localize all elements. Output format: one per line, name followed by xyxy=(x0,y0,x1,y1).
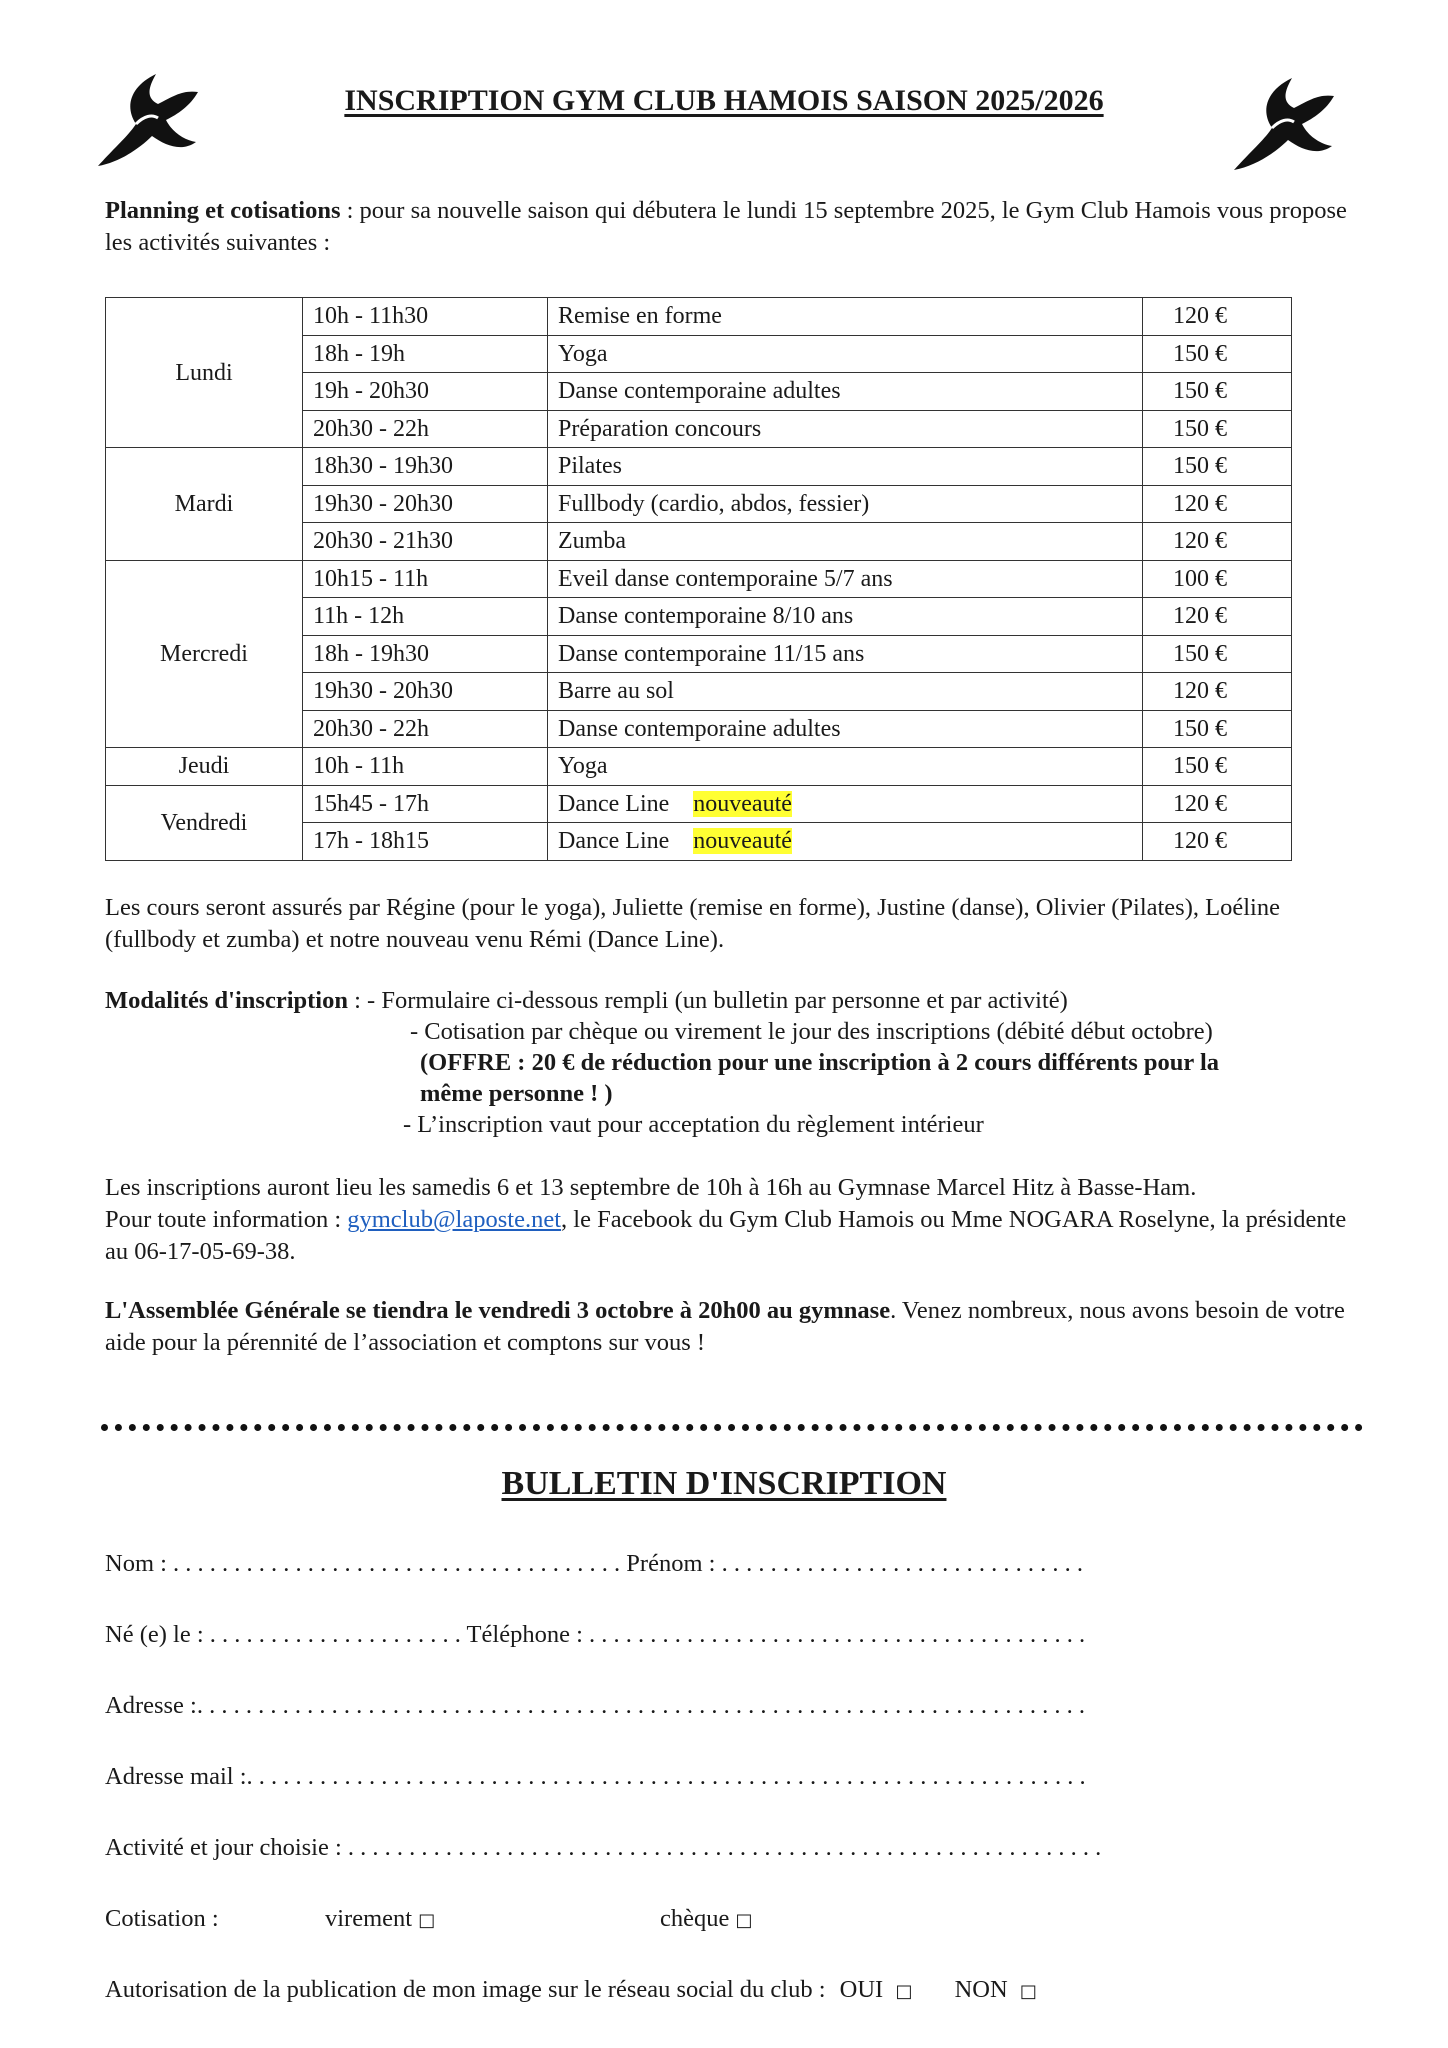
time-cell: 18h30 - 19h30 xyxy=(303,448,548,486)
activity-name: Danse contemporaine 8/10 ans xyxy=(558,603,854,630)
activite-field[interactable]: Activité et jour choisie : . . . . . . . . . . . . . . . . . . . . . . . . . . . . . . . . . . . . . . . . . . . . . . . . . . . . . . . . . . . . . . xyxy=(105,1834,1102,1861)
activity-name: Yoga xyxy=(558,340,608,367)
time-cell: 10h - 11h30 xyxy=(303,298,548,336)
modalites-line1: : - Formulaire ci-dessous rempli (un bulletin par personne et par activité) xyxy=(347,987,1068,1014)
intro-paragraph xyxy=(105,195,1355,259)
time-cell: 17h - 18h15 xyxy=(303,823,548,861)
modalites-block xyxy=(105,985,1355,1140)
activity-cell xyxy=(548,785,1143,823)
virement-checkbox[interactable]: □ xyxy=(418,1910,436,1931)
teachers-paragraph: Les cours seront assurés par Régine (pour le yoga), Juliette (remise en forme), Justine (danse), Olivier (Pilates), Loéline (fullbody et zumba) et notre nouveau venu Rémi (Dance Line). xyxy=(105,894,1280,953)
naissance-telephone-field[interactable]: Né (e) le : . . . . . . . . . . . . . . . . . . . . . Téléphone : . . . . . . . . . . . . . . . . . . . . . . . . . . . . . . . . . . . . . . . . . xyxy=(105,1621,1086,1648)
price-cell: 150 € xyxy=(1143,748,1292,786)
non-option[interactable] xyxy=(955,1976,1037,2003)
info-suffix: , le Facebook du Gym Club Hamois ou Mme NOGARA Roselyne, la présidente au 06-17-05-69-38. xyxy=(105,1206,1347,1265)
adresse-mail-field[interactable]: Adresse mail :. . . . . . . . . . . . . . . . . . . . . . . . . . . . . . . . . . . . . . . . . . . . . . . . . . . . . . . . . . . . . . . . . . . . . xyxy=(105,1763,1086,1790)
schedule-row xyxy=(106,448,1292,486)
activity-cell xyxy=(548,298,1143,336)
ag-text: . Venez nombreux, nous avons besoin de votre aide pour la pérennité de l’association et comptons sur vous ! xyxy=(105,1297,1345,1356)
day-cell: Vendredi xyxy=(106,785,303,860)
schedule-row xyxy=(106,785,1292,823)
activity-cell xyxy=(548,710,1143,748)
activity-cell xyxy=(548,410,1143,448)
activity-name: Danse contemporaine 11/15 ans xyxy=(558,640,865,667)
cotisation-row xyxy=(105,1905,753,1933)
virement-option[interactable] xyxy=(325,1905,435,1933)
price-cell: 120 € xyxy=(1143,823,1292,861)
time-cell: 20h30 - 22h xyxy=(303,410,548,448)
price-cell: 150 € xyxy=(1143,448,1292,486)
bulletin-title: BULLETIN D'INSCRIPTION xyxy=(501,1465,947,1502)
price-cell: 150 € xyxy=(1143,635,1292,673)
activity-cell xyxy=(548,373,1143,411)
cotisation-label: Cotisation : xyxy=(105,1905,219,1932)
page-title: INSCRIPTION GYM CLUB HAMOIS SAISON 2025/2026 xyxy=(344,84,1104,117)
time-cell: 19h30 - 20h30 xyxy=(303,673,548,711)
schedule-row xyxy=(106,560,1292,598)
oui-option[interactable] xyxy=(840,1976,913,2003)
activity-name: Préparation concours xyxy=(558,415,762,442)
activity-cell xyxy=(548,598,1143,636)
price-cell: 150 € xyxy=(1143,410,1292,448)
schedule-table xyxy=(105,297,1292,861)
activity-name: Eveil danse contemporaine 5/7 ans xyxy=(558,565,893,592)
schedule-row xyxy=(106,748,1292,786)
price-cell: 100 € xyxy=(1143,560,1292,598)
activity-cell xyxy=(548,673,1143,711)
autorisation-label: Autorisation de la publication de mon image sur le réseau social du club : xyxy=(105,1976,826,2003)
nom-prenom-field[interactable]: Nom : . . . . . . . . . . . . . . . . . . . . . . . . . . . . . . . . . . . . . Prénom : . . . . . . . . . . . . . . . . . . . . . . . . . . . . . . xyxy=(105,1550,1083,1577)
activity-name: Danse contemporaine adultes xyxy=(558,715,841,742)
modalites-line2: - Cotisation par chèque ou virement le jour des inscriptions (débité début octobre) xyxy=(410,1018,1213,1045)
activity-name: Pilates xyxy=(558,453,622,480)
time-cell: 15h45 - 17h xyxy=(303,785,548,823)
offer-line2: même personne ! ) xyxy=(420,1080,613,1107)
intro-text: : pour sa nouvelle saison qui débutera le lundi 15 septembre 2025, le Gym Club Hamois vous propose les activités suivantes : xyxy=(105,197,1347,256)
cut-line-separator xyxy=(101,1424,1363,1431)
email-link[interactable]: gymclub@laposte.net xyxy=(347,1206,562,1233)
club-logo-left xyxy=(86,66,206,176)
time-cell: 10h15 - 11h xyxy=(303,560,548,598)
price-cell: 150 € xyxy=(1143,335,1292,373)
time-cell: 10h - 11h xyxy=(303,748,548,786)
time-cell: 20h30 - 21h30 xyxy=(303,523,548,561)
activity-cell xyxy=(548,748,1143,786)
day-cell: Mercredi xyxy=(106,560,303,748)
activity-name: Zumba xyxy=(558,528,626,555)
new-badge: nouveauté xyxy=(693,828,792,855)
cheque-label: chèque xyxy=(660,1905,730,1932)
time-cell: 11h - 12h xyxy=(303,598,548,636)
intro-heading: Planning et cotisations xyxy=(105,197,341,224)
info-prefix: Pour toute information : xyxy=(105,1206,348,1233)
schedule-row xyxy=(106,298,1292,336)
oui-checkbox[interactable]: □ xyxy=(895,1981,913,2002)
price-cell: 150 € xyxy=(1143,710,1292,748)
offer-line1: (OFFRE : 20 € de réduction pour une inscription à 2 cours différents pour la xyxy=(420,1049,1220,1076)
activity-name: Danse contemporaine adultes xyxy=(558,378,841,405)
activity-name: Remise en forme xyxy=(558,303,722,330)
info-block xyxy=(105,1172,1355,1268)
day-cell: Jeudi xyxy=(106,748,303,786)
autorisation-row xyxy=(105,1976,1037,2004)
new-badge: nouveauté xyxy=(693,790,792,817)
modalites-label: Modalités d'inscription xyxy=(105,987,348,1014)
cheque-option[interactable] xyxy=(660,1905,753,1933)
ag-heading: L'Assemblée Générale se tiendra le vendredi 3 octobre à 20h00 au gymnase xyxy=(105,1297,891,1324)
activity-name: Yoga xyxy=(558,753,608,780)
time-cell: 19h30 - 20h30 xyxy=(303,485,548,523)
activity-name: Barre au sol xyxy=(558,678,674,705)
time-cell: 20h30 - 22h xyxy=(303,710,548,748)
activity-cell xyxy=(548,448,1143,486)
adresse-field[interactable]: Adresse :. . . . . . . . . . . . . . . . . . . . . . . . . . . . . . . . . . . . . . . . . . . . . . . . . . . . . . . . . . . . . . . . . . . . . . . . . xyxy=(105,1692,1085,1719)
activity-cell xyxy=(548,823,1143,861)
activity-name: Fullbody (cardio, abdos, fessier) xyxy=(558,490,870,517)
activity-cell xyxy=(548,335,1143,373)
activity-cell xyxy=(548,523,1143,561)
day-cell: Lundi xyxy=(106,298,303,448)
info-line1: Les inscriptions auront lieu les samedis 6 et 13 septembre de 10h à 16h au Gymnase Marcel Hitz à Basse-Ham. xyxy=(105,1174,1197,1201)
time-cell: 18h - 19h xyxy=(303,335,548,373)
price-cell: 120 € xyxy=(1143,523,1292,561)
cheque-checkbox[interactable]: □ xyxy=(735,1910,753,1931)
price-cell: 120 € xyxy=(1143,485,1292,523)
price-cell: 120 € xyxy=(1143,673,1292,711)
virement-label: virement xyxy=(325,1905,413,1932)
non-label: NON xyxy=(954,1976,1008,2003)
non-checkbox[interactable]: □ xyxy=(1019,1981,1037,2002)
time-cell: 18h - 19h30 xyxy=(303,635,548,673)
day-cell: Mardi xyxy=(106,448,303,561)
activity-name: Dance Line xyxy=(558,790,670,817)
oui-label: OUI xyxy=(839,1976,884,2003)
price-cell: 120 € xyxy=(1143,598,1292,636)
modalites-line3: - L’inscription vaut pour acceptation du règlement intérieur xyxy=(403,1111,984,1138)
price-cell: 120 € xyxy=(1143,298,1292,336)
activity-cell xyxy=(548,485,1143,523)
activity-name: Dance Line xyxy=(558,828,670,855)
activity-cell xyxy=(548,560,1143,598)
activity-cell xyxy=(548,635,1143,673)
ag-paragraph xyxy=(105,1295,1355,1359)
time-cell: 19h - 20h30 xyxy=(303,373,548,411)
price-cell: 150 € xyxy=(1143,373,1292,411)
price-cell: 120 € xyxy=(1143,785,1292,823)
